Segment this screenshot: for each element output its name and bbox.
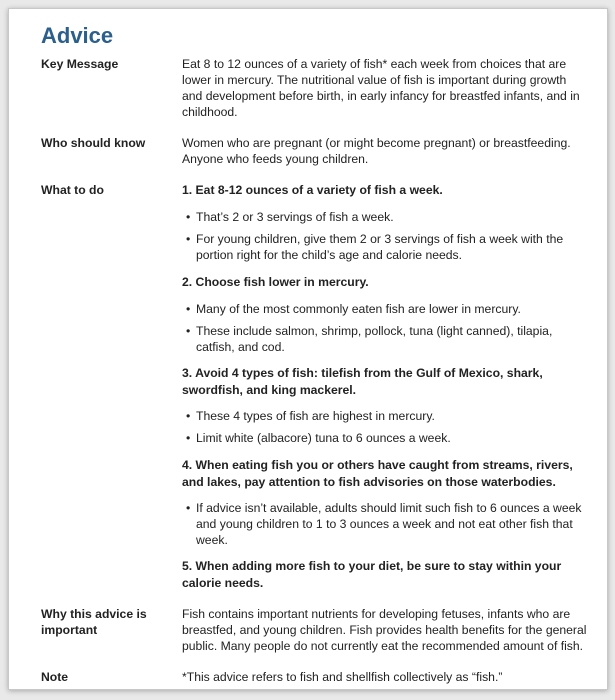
list-item: • That’s 2 or 3 servings of fish a week. xyxy=(186,210,394,224)
step-heading: 4. When eating fish you or others have caught from streams, rivers, and lakes, pay attention to fish advisories on those waterbodies. xyxy=(182,458,573,489)
step-heading: 2. Choose fish lower in mercury. xyxy=(182,275,369,289)
key-message-label: Key Message xyxy=(41,57,119,71)
why-important-text: Fish contains important nutrients for developing fetuses, infants who are breastfed, and young children. Fish provides health benefits for the general public. Many people do not currently eat the recommended amount of fish. xyxy=(182,607,587,653)
what-to-do-label: What to do xyxy=(41,183,104,197)
note-text: *This advice refers to fish and shellfish collectively as “fish.” xyxy=(182,670,503,684)
note-label: Note xyxy=(41,670,69,684)
bullet-dot-icon: • xyxy=(186,501,191,515)
step-heading: 3. Avoid 4 types of fish: tilefish from the Gulf of Mexico, shark, swordfish, and king mackerel. xyxy=(182,366,543,397)
list-item: • These include salmon, shrimp, pollock, tuna (light canned), tilapia, catfish, and cod. xyxy=(186,324,553,354)
bullet-dot-icon: • xyxy=(186,324,191,338)
bullet-dot-icon: • xyxy=(186,431,191,445)
key-message-text: Eat 8 to 12 ounces of a variety of fish* each week from choices that are lower in mercury. The nutritional value of fish is important during growth and development before birth, in early infancy for breastfed infants, and in childhood. xyxy=(182,57,580,119)
bullet-dot-icon: • xyxy=(186,232,191,246)
bullet-dot-icon: • xyxy=(186,302,191,316)
who-should-know-label: Who should know xyxy=(41,136,146,150)
list-item: • These 4 types of fish are highest in mercury. xyxy=(186,409,435,423)
advice-card xyxy=(8,8,608,690)
why-important-label: Why this advice is important xyxy=(41,607,147,637)
bullet-dot-icon: • xyxy=(186,210,191,224)
list-item: • If advice isn’t available, adults should limit such fish to 6 ounces a week and young children to 1 to 3 ounces a week and not eat other fish that week. xyxy=(186,501,582,547)
who-should-know-text: Women who are pregnant (or might become pregnant) or breastfeeding. Anyone who feeds young children. xyxy=(182,136,571,166)
bullet-dot-icon: • xyxy=(186,409,191,423)
page-title: Advice xyxy=(41,23,114,48)
step-heading: 5. When adding more fish to your diet, be sure to stay within your calorie needs. xyxy=(182,559,562,590)
list-item: • Limit white (albacore) tuna to 6 ounces a week. xyxy=(186,431,451,445)
list-item: • Many of the most commonly eaten fish are lower in mercury. xyxy=(186,302,521,316)
step-heading: 1. Eat 8-12 ounces of a variety of fish a week. xyxy=(182,183,443,197)
list-item: • For young children, give them 2 or 3 servings of fish a week with the portion right for the child’s age and calorie needs. xyxy=(186,232,564,262)
